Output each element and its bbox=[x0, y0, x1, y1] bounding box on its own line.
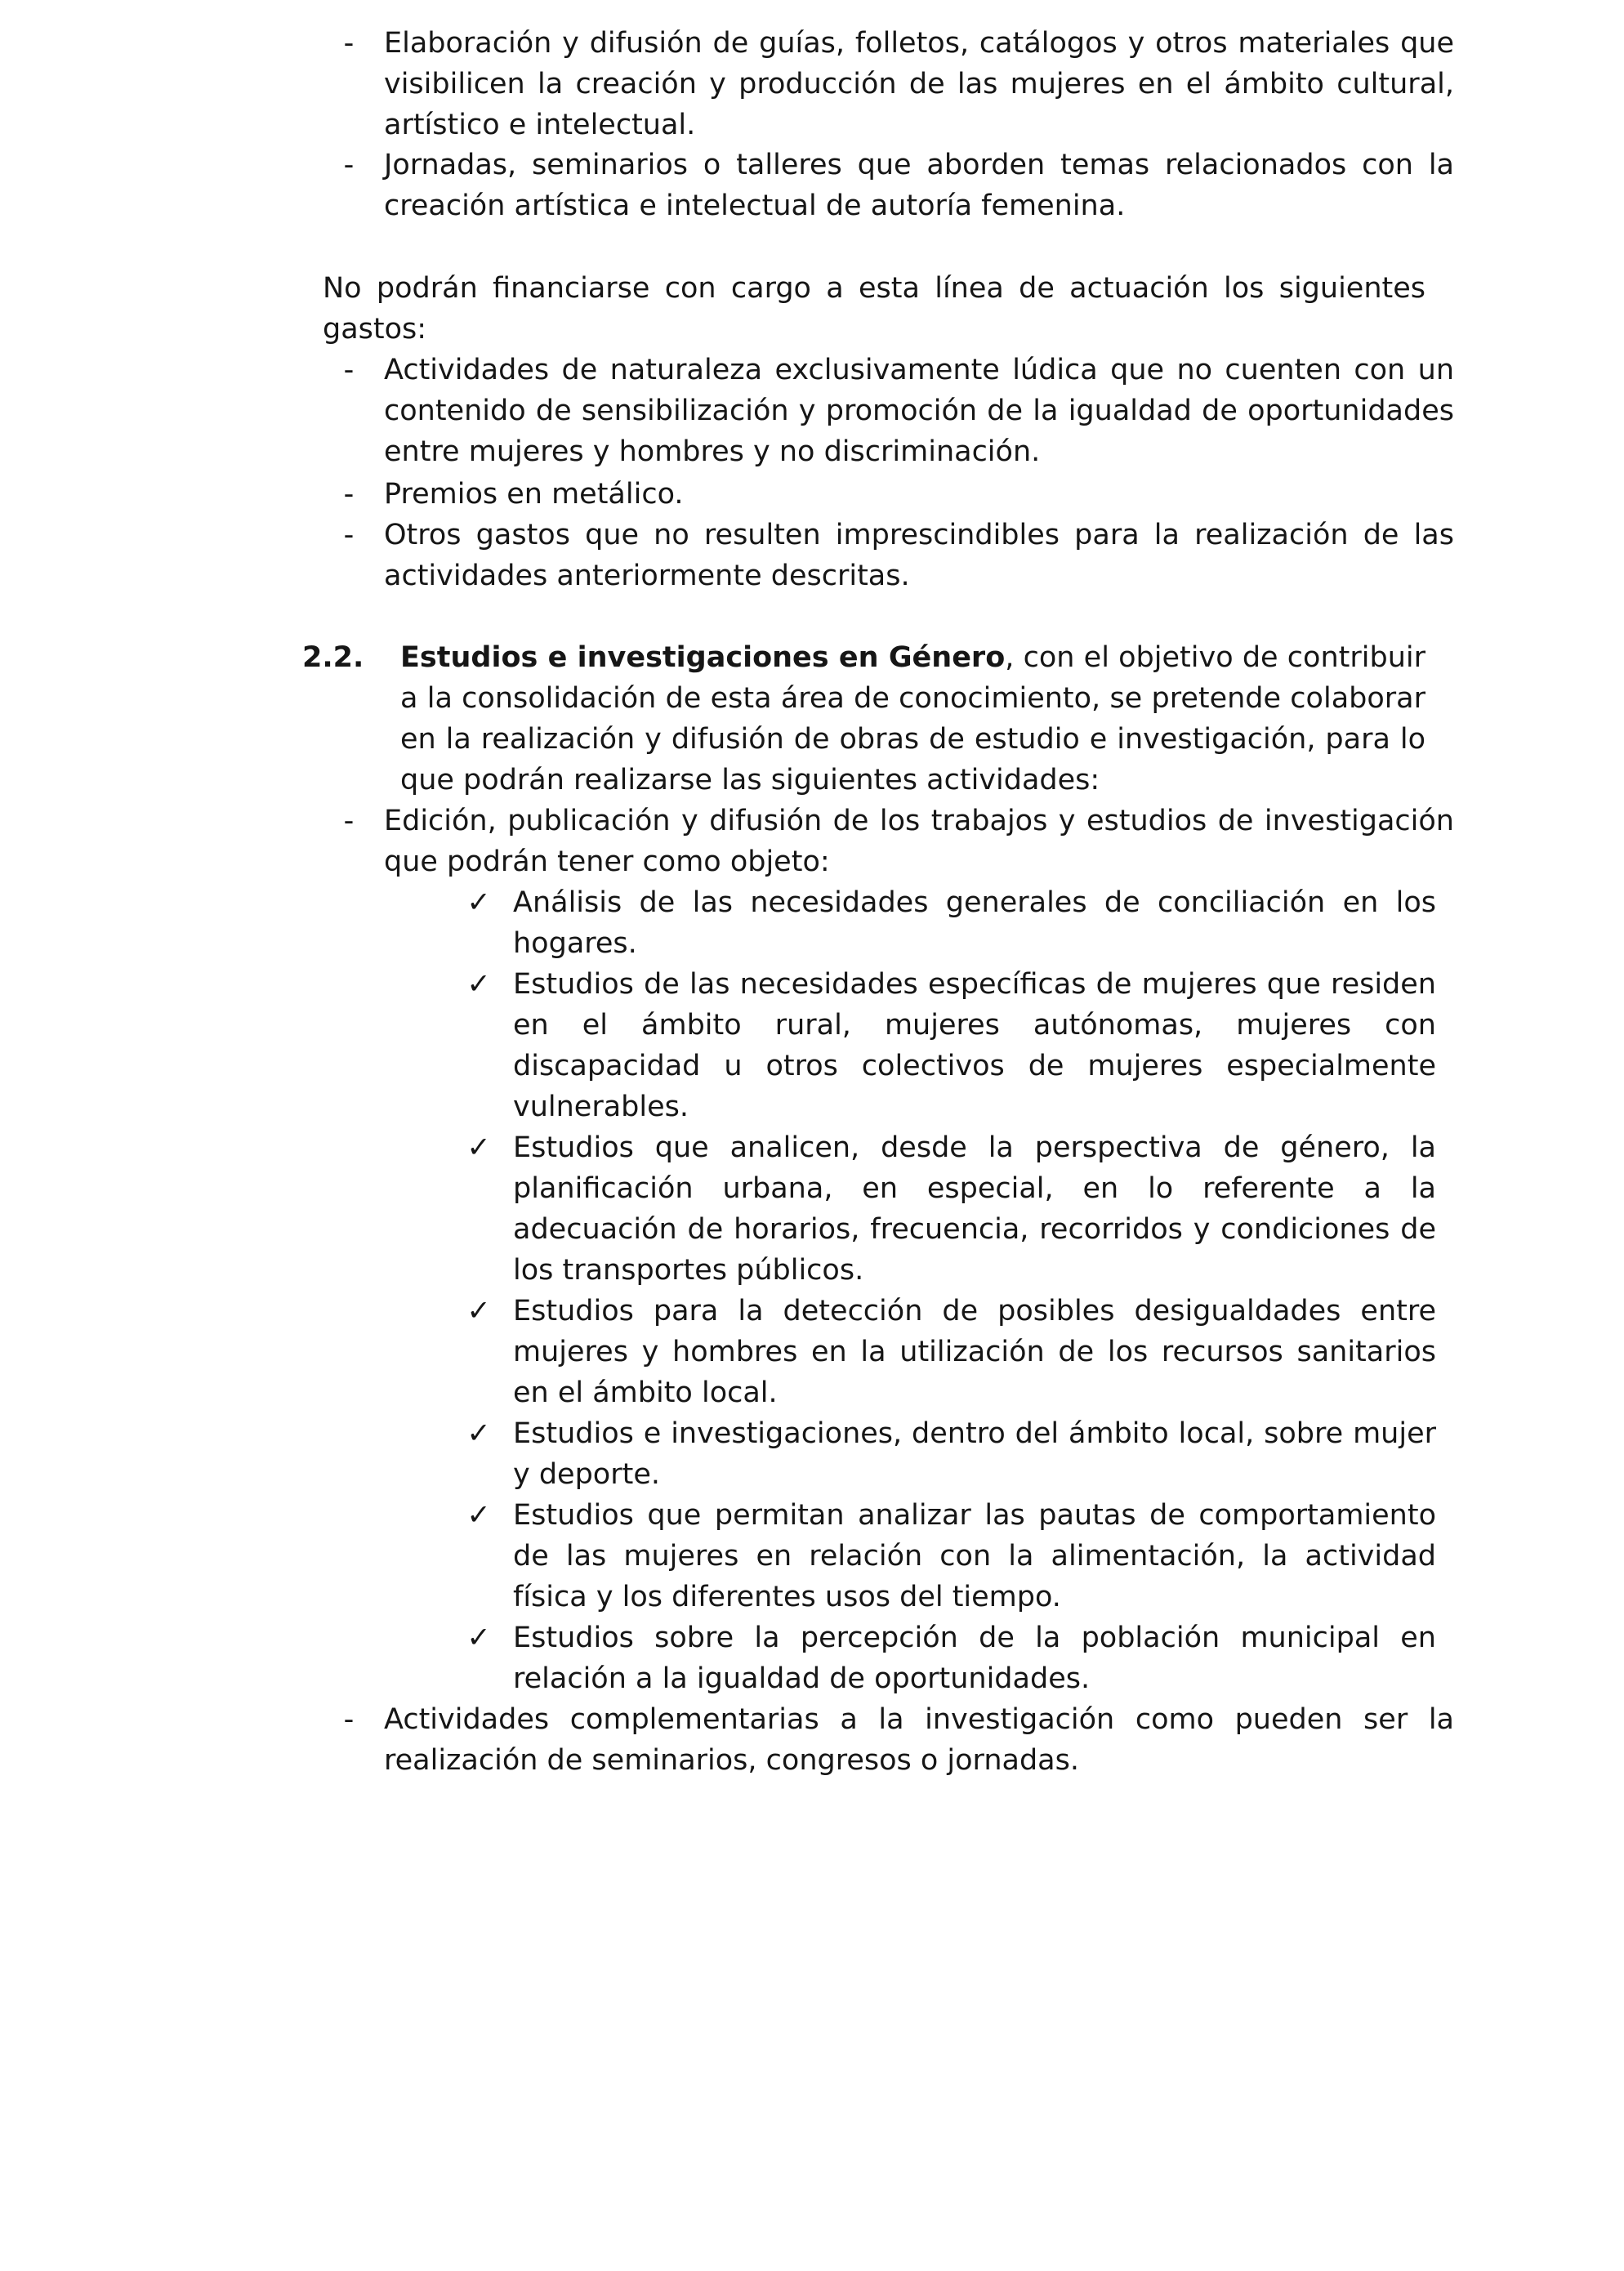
list-item bbox=[343, 801, 1454, 882]
check-item-text: Estudios sobre la percepción de la población municipal en relación a la igualdad de oportunidades. bbox=[513, 1622, 1436, 1695]
list-item-text: Otros gastos que no resulten imprescindibles para la realización de las actividades anteriormente descritas. bbox=[384, 519, 1454, 592]
list-item bbox=[343, 474, 1454, 515]
list-item-text: Jornadas, seminarios o talleres que aborden temas relacionados con la creación artística e intelectual de autoría femenina. bbox=[384, 149, 1454, 222]
section-text: , con el objetivo de contribuir a la consolidación de esta área de conocimiento, se pretende colaborar en la realización y difusión de obras de estudio e investigación, para lo que podrán realizarse las siguientes actividades: bbox=[400, 641, 1425, 796]
checkmark-icon: ✓ bbox=[466, 968, 491, 1001]
check-item-text: Análisis de las necesidades generales de conciliación en los hogares. bbox=[513, 886, 1436, 960]
check-list-item bbox=[466, 1617, 1436, 1699]
dash-bullet: - bbox=[343, 27, 355, 60]
check-list-item bbox=[466, 964, 1436, 1127]
check-list-item bbox=[466, 1413, 1436, 1495]
checkmark-icon: ✓ bbox=[466, 1295, 491, 1327]
list-item bbox=[343, 23, 1454, 145]
check-item-text: Estudios para la detección de posibles desigualdades entre mujeres y hombres en la utilización de los recursos sanitarios en el ámbito local. bbox=[513, 1295, 1436, 1409]
check-item-text: Estudios que permitan analizar las pautas de comportamiento de las mujeres en relación con la alimentación, la actividad física y los diferentes usos del tiempo. bbox=[513, 1499, 1436, 1613]
list-item bbox=[343, 350, 1454, 472]
section-2-2 bbox=[302, 637, 1425, 801]
list-item-text: Actividades complementarias a la investigación como pueden ser la realización de seminarios, congresos o jornadas. bbox=[384, 1703, 1454, 1777]
checkmark-icon: ✓ bbox=[466, 1131, 491, 1164]
list-item-text: Premios en metálico. bbox=[384, 478, 684, 511]
restrictions-intro: No podrán financiarse con cargo a esta línea de actuación los siguientes gastos: bbox=[323, 272, 1425, 346]
check-list-item bbox=[466, 1127, 1436, 1291]
list-item bbox=[343, 145, 1454, 226]
dash-bullet: - bbox=[343, 478, 355, 511]
checkmark-icon: ✓ bbox=[466, 1499, 491, 1532]
check-item-text: Estudios de las necesidades específicas de mujeres que residen en el ámbito rural, mujeres autónomas, mujeres con discapacidad u otros colectivos de mujeres especialmente vulnerables. bbox=[513, 968, 1436, 1123]
list-item-text: Edición, publicación y difusión de los trabajos y estudios de investigación que podrán tener como objeto: bbox=[384, 805, 1454, 878]
check-list-item bbox=[466, 1495, 1436, 1617]
dash-bullet: - bbox=[343, 519, 355, 551]
dash-bullet: - bbox=[343, 149, 355, 181]
check-list-item bbox=[466, 1291, 1436, 1413]
section-number: 2.2. bbox=[302, 641, 364, 674]
checkmark-icon: ✓ bbox=[466, 1622, 491, 1654]
section-title: Estudios e investigaciones en Género bbox=[400, 641, 1006, 674]
check-item-text: Estudios que analicen, desde la perspectiva de género, la planificación urbana, en especial, en lo referente a la adecuación de horarios, frecuencia, recorridos y condiciones de los transportes públicos. bbox=[513, 1131, 1436, 1287]
dash-bullet: - bbox=[343, 1703, 355, 1736]
dash-bullet: - bbox=[343, 805, 355, 837]
checkmark-icon: ✓ bbox=[466, 886, 491, 919]
list-item bbox=[343, 1699, 1454, 1781]
dash-bullet: - bbox=[343, 354, 355, 386]
list-item-text: Elaboración y difusión de guías, folletos, catálogos y otros materiales que visibilicen la creación y producción de las mujeres en el ámbito cultural, artístico e intelectual. bbox=[384, 27, 1454, 141]
list-item bbox=[343, 515, 1454, 596]
check-list-item bbox=[466, 882, 1436, 964]
check-item-text: Estudios e investigaciones, dentro del ámbito local, sobre mujer y deporte. bbox=[513, 1417, 1436, 1491]
list-item-text: Actividades de naturaleza exclusivamente lúdica que no cuenten con un contenido de sensibilización y promoción de la igualdad de oportunidades entre mujeres y hombres y no discriminación. bbox=[384, 354, 1454, 468]
checkmark-icon: ✓ bbox=[466, 1417, 491, 1450]
